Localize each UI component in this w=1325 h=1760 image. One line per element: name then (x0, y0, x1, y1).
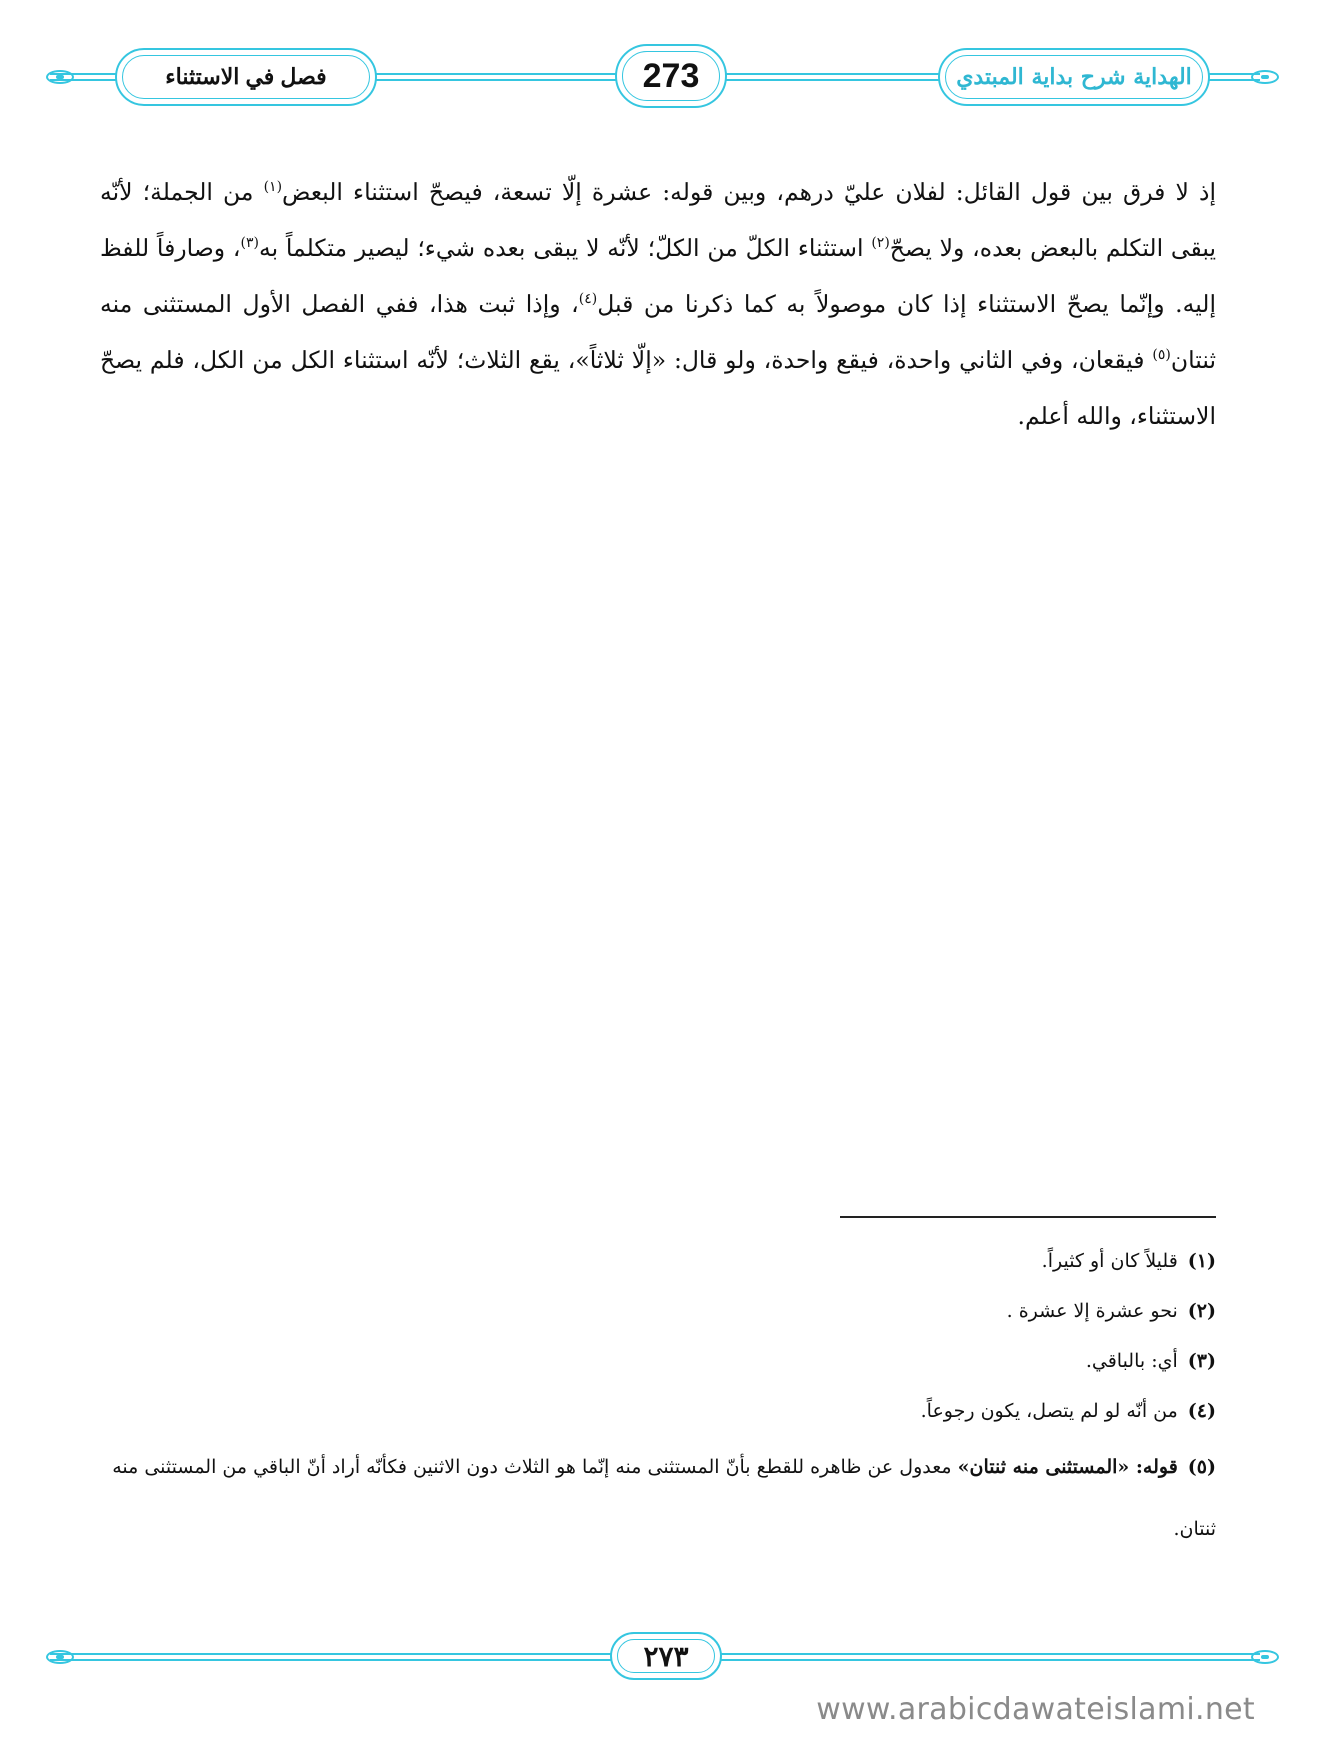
footnote-number: (٥) (1187, 1456, 1216, 1478)
text-segment: ، وصارفاً للفظ إليه. وإنّما يصحّ الاستثناء إذا كان موصولاً به كما ذكرنا من قبل (100, 234, 1216, 318)
text-segment: استثناء الكلّ من الكلّ؛ لأنّه لا يبقى بعده شيء؛ ليصير متكلماً به (258, 234, 872, 262)
book-title: الهداية شرح بداية المبتدي (956, 64, 1192, 90)
footnote-number: (١) (1187, 1250, 1216, 1272)
footnote-text: معدول عن ظاهره للقطع بأنّ المستثنى منه إنّما هو الثلاث دون الاثنين فكأنّه أراد أنّ الباقي من المستثنى منه ثنتان. (112, 1456, 1216, 1540)
website-watermark[interactable]: www.arabicdawateislami.net (816, 1692, 1255, 1727)
page-number-top: 273 (642, 56, 700, 95)
footnote-number: (٣) (1187, 1350, 1216, 1372)
footnote-ref-2[interactable]: (٢) (871, 235, 890, 252)
footnote-number: (٤) (1187, 1400, 1216, 1422)
footnotes (90, 1236, 1216, 1560)
footnote-3 (90, 1336, 1216, 1386)
footnote-5 (90, 1436, 1216, 1560)
footnote-separator (840, 1216, 1216, 1218)
header-right-cap-ornament (1245, 67, 1285, 87)
footnote-text: نحو عشرة إلا عشرة . (1006, 1300, 1178, 1322)
footnote-number: (٢) (1187, 1300, 1216, 1322)
footnote-1 (90, 1236, 1216, 1286)
footnote-2 (90, 1286, 1216, 1336)
main-paragraph (100, 164, 1216, 444)
text-segment: ، وإذا ثبت هذا، ففي الفصل الأول المستثنى منه ثنتان (100, 290, 1216, 374)
footnote-lead: قوله: «المستثنى منه ثنتان» (957, 1456, 1178, 1478)
book-title-cartouche (938, 48, 1210, 106)
footnote-text: أي: بالباقي. (1085, 1350, 1178, 1372)
page-number-bottom: ٢٧٣ (643, 1639, 689, 1673)
footnote-text: من أنّه لو لم يتصل، يكون رجوعاً. (920, 1400, 1178, 1422)
header-left-cap-ornament (40, 67, 80, 87)
footnote-ref-1[interactable]: (١) (263, 179, 283, 196)
text-segment: من الجملة؛ لأنّه يبقى التكلم بالبعض بعده، ولا يصحّ (100, 178, 1216, 262)
footnote-ref-3[interactable]: (٣) (240, 235, 259, 252)
text-segment: فيقعان، وفي الثاني واحدة، فيقع واحدة، ولو قال: «إلّا ثلاثاً»، يقع الثلاث؛ لأنّه استثناء الكل من الكل، فلم يصحّ الاستثناء، والله أعلم. (100, 346, 1216, 430)
main-text (100, 164, 1216, 444)
footnote-text: قليلاً كان أو كثيراً. (1041, 1250, 1178, 1272)
page-number-cartouche-top (615, 44, 727, 108)
chapter-title: فصل في الاستثناء (165, 64, 327, 89)
chapter-title-cartouche (115, 48, 377, 106)
page-number-cartouche-bottom (610, 1632, 722, 1680)
footnote-4 (90, 1386, 1216, 1436)
footer-left-cap-ornament (40, 1647, 80, 1667)
footnote-ref-5[interactable]: (٥) (1152, 347, 1171, 364)
text-segment: إذ لا فرق بين قول القائل: لفلان عليّ درهم، وبين قوله: عشرة إلّا تسعة، فيصحّ استثناء البعض (282, 178, 1216, 206)
footer-right-cap-ornament (1245, 1647, 1285, 1667)
footnote-ref-4[interactable]: (٤) (578, 291, 598, 308)
